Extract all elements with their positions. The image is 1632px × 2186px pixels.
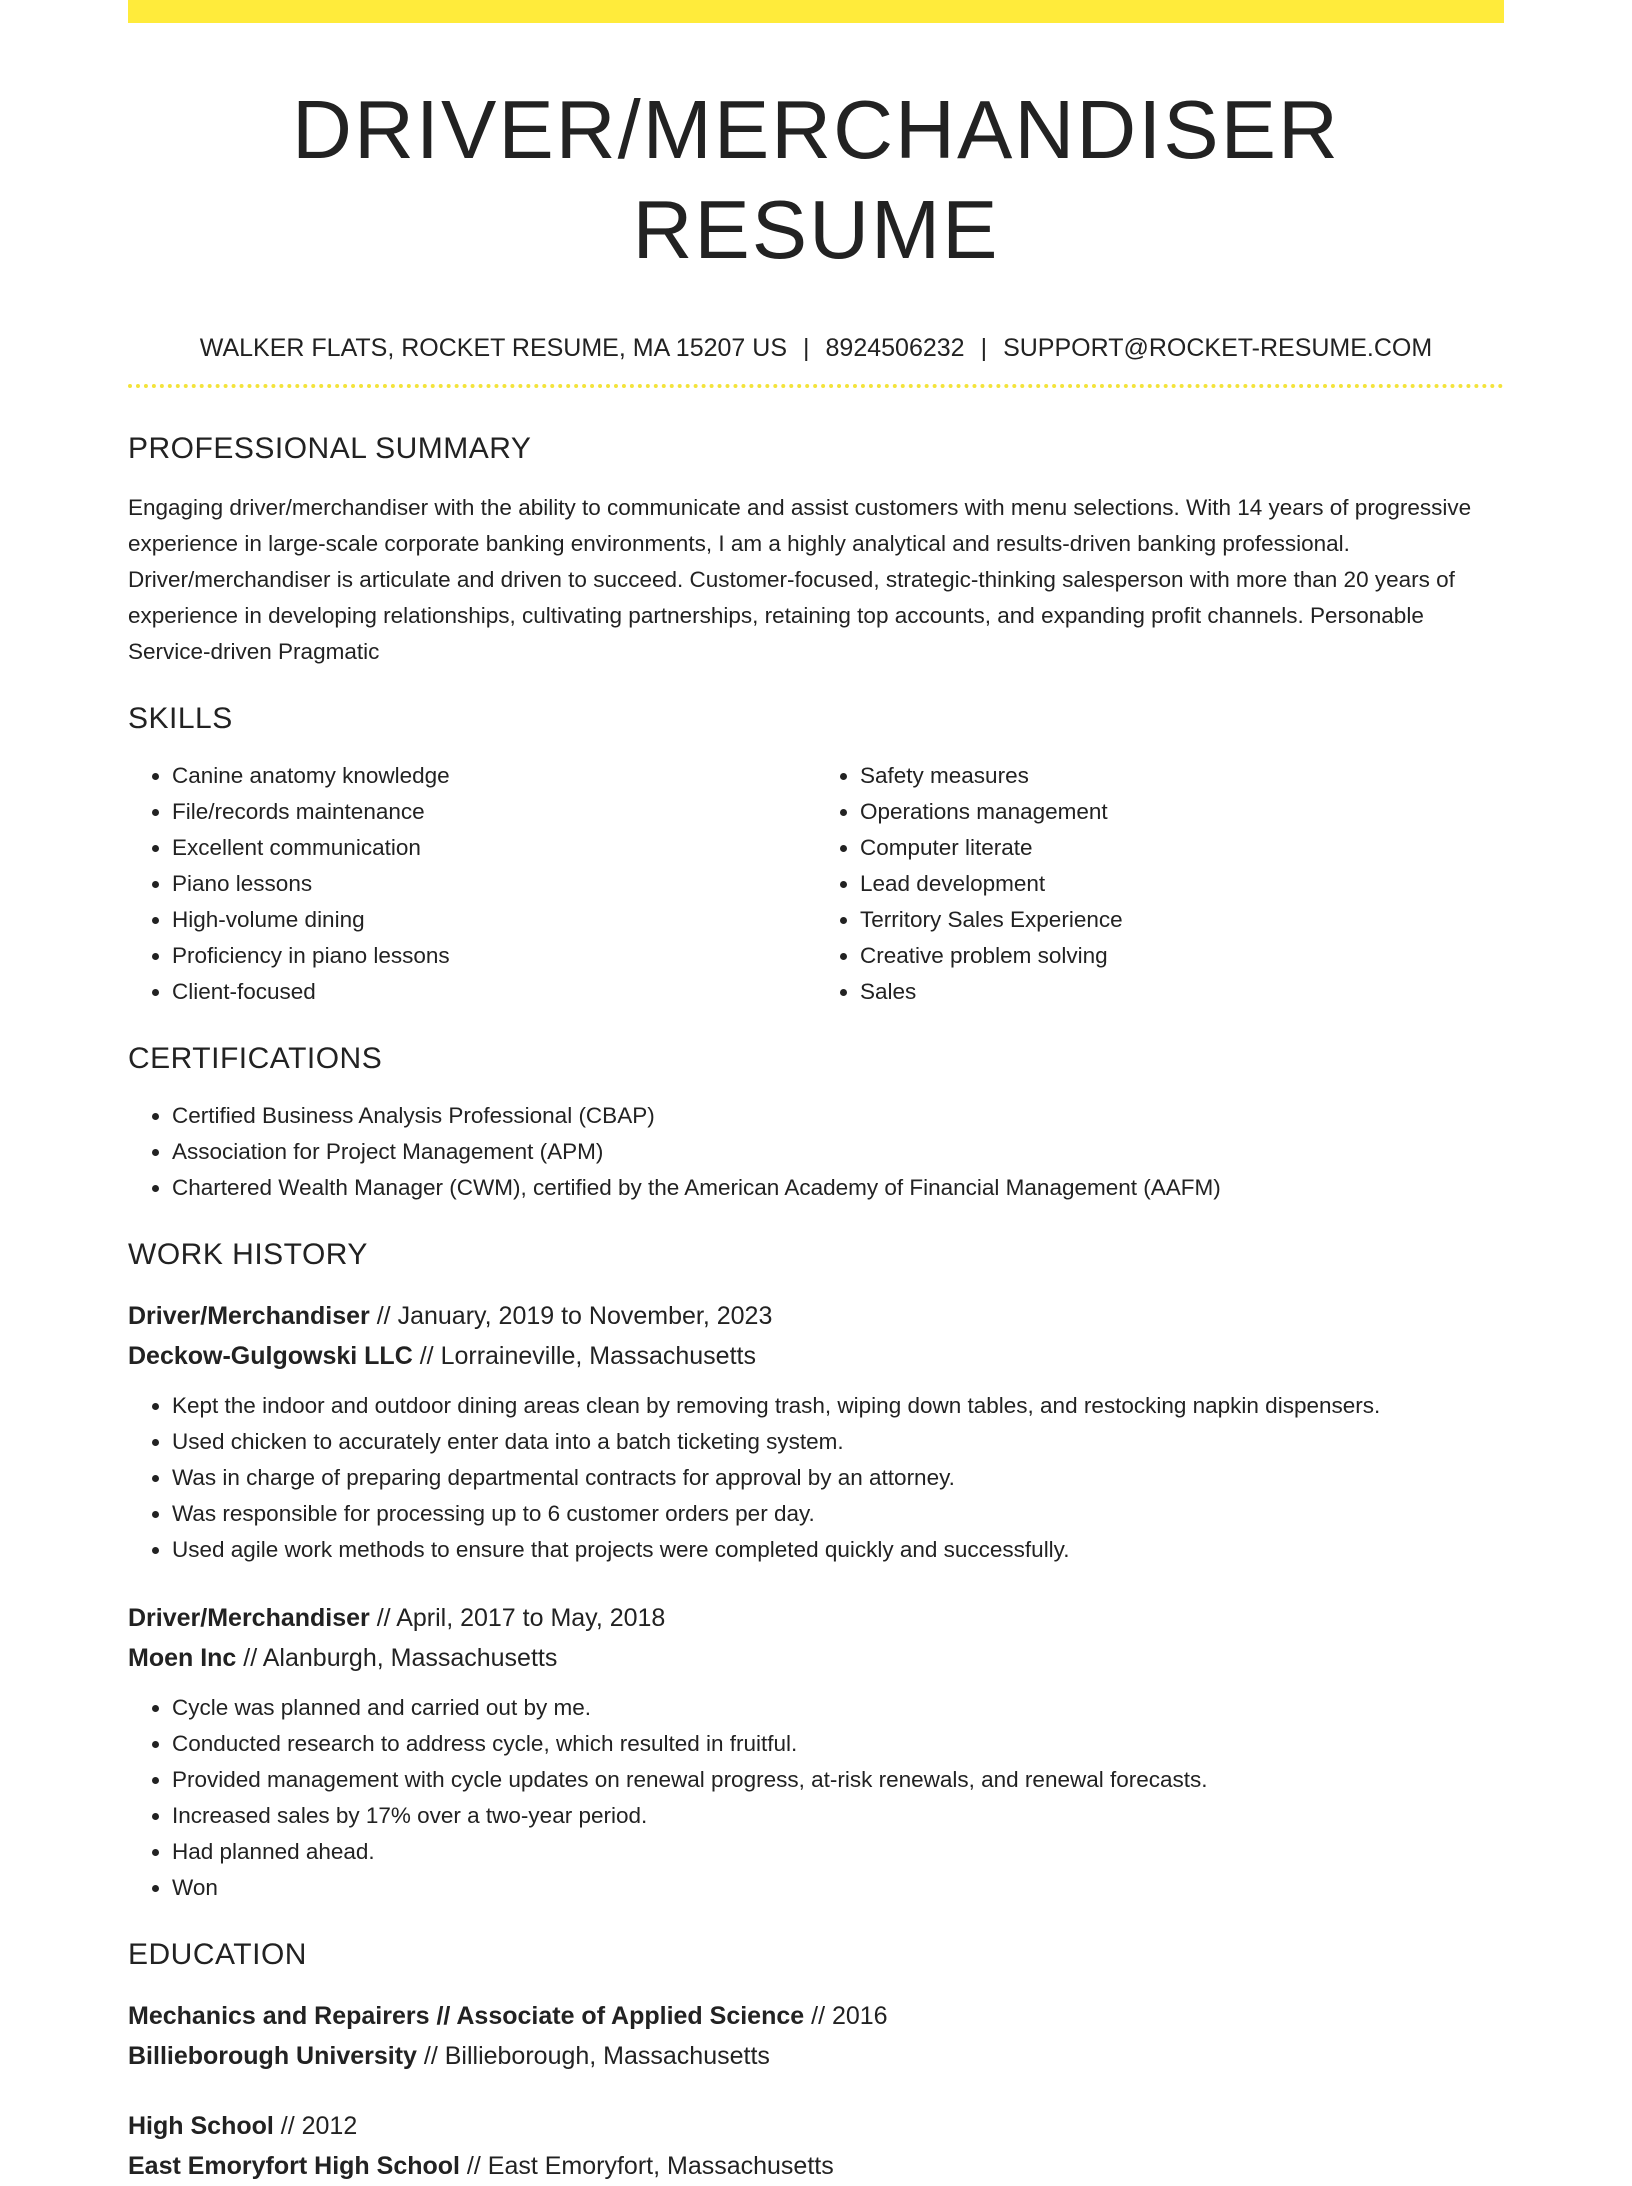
contact-separator: | (803, 334, 810, 362)
skill-item: • Client-focused (172, 974, 816, 1010)
skill-item: • Lead development (860, 866, 1504, 902)
job-bullet: • Provided management with cycle updates on renewal progress, at-risk renewals, and renewal forecasts. (172, 1762, 1504, 1798)
skill-item: • Safety measures (860, 758, 1504, 794)
certifications-heading: CERTIFICATIONS (128, 1042, 383, 1075)
education-year: 2016 (831, 2002, 888, 2030)
skill-item: • High-volume dining (172, 902, 816, 938)
skill-item: • Excellent communication (172, 830, 816, 866)
dotted-divider (128, 384, 1504, 388)
job-company-line (128, 1336, 1504, 1376)
education-degree: High School (128, 2112, 274, 2140)
job-bullet: • Cycle was planned and carried out by me. (172, 1690, 1504, 1726)
skills-list-left (128, 758, 816, 1010)
job-bullet: • Conducted research to address cycle, which resulted in fruitful. (172, 1726, 1504, 1762)
education-degree-line (128, 1996, 1504, 2036)
education-year: 2012 (301, 2112, 358, 2140)
work-history-heading: WORK HISTORY (128, 1238, 368, 1271)
contact-phone: 8924506232 (825, 334, 965, 362)
skills-columns (128, 758, 1504, 1010)
job-location: Alanburgh, Massachusetts (262, 1644, 558, 1672)
job-bullet: • Used chicken to accurately enter data into a batch ticketing system. (172, 1424, 1504, 1460)
resume-title: DRIVER/MERCHANDISER RESUME (292, 83, 1340, 276)
resume-content (128, 0, 1504, 2186)
skill-item: • Piano lessons (172, 866, 816, 902)
certifications-list (128, 1098, 1504, 1206)
job-bullet: • Won (172, 1870, 1504, 1906)
skill-item: • Operations management (860, 794, 1504, 830)
skill-item: • Territory Sales Experience (860, 902, 1504, 938)
skill-item: • Canine anatomy knowledge (172, 758, 816, 794)
contact-address: WALKER FLATS, ROCKET RESUME, MA 15207 US (199, 334, 788, 362)
job-separator: // (369, 1604, 397, 1632)
job-separator: // (369, 1302, 398, 1330)
job-separator: // (236, 1644, 263, 1672)
education-heading: EDUCATION (128, 1938, 307, 1971)
contact-line (128, 332, 1504, 364)
education-location: Billieborough, Massachusetts (444, 2042, 770, 2070)
education-school: Billieborough University (128, 2042, 417, 2070)
job-location: Lorraineville, Massachusetts (440, 1342, 756, 1370)
job-bullet: • Kept the indoor and outdoor dining areas clean by removing trash, wiping down tables, and restocking napkin dispensers. (172, 1388, 1504, 1424)
contact-separator: | (980, 334, 988, 362)
job-dates: April, 2017 to May, 2018 (396, 1604, 666, 1632)
job-bullet: • Was in charge of preparing departmental contracts for approval by an attorney. (172, 1460, 1504, 1496)
certification-item: • Chartered Wealth Manager (CWM), certified by the American Academy of Financial Management (AAFM) (172, 1170, 1504, 1206)
skill-item: • Proficiency in piano lessons (172, 938, 816, 974)
job-title-line (128, 1598, 1504, 1638)
certification-item: • Association for Project Management (APM) (172, 1134, 1504, 1170)
job-bullet: • Had planned ahead. (172, 1834, 1504, 1870)
summary-heading: PROFESSIONAL SUMMARY (128, 432, 532, 465)
job-dates: January, 2019 to November, 2023 (397, 1302, 773, 1330)
job-bullets (128, 1388, 1504, 1568)
education-separator: // (459, 2152, 488, 2180)
job-title-line (128, 1296, 1504, 1336)
job-company: Deckow-Gulgowski LLC (128, 1342, 413, 1370)
skill-item: • Sales (860, 974, 1504, 1010)
job-bullet: • Increased sales by 17% over a two-year period. (172, 1798, 1504, 1834)
job-title: Driver/Merchandiser (128, 1604, 370, 1632)
job-bullet: • Was responsible for processing up to 6 customer orders per day. (172, 1496, 1504, 1532)
skill-item: • File/records maintenance (172, 794, 816, 830)
skills-heading: SKILLS (128, 702, 233, 735)
skill-item: • Computer literate (860, 830, 1504, 866)
job-company-line (128, 1638, 1504, 1678)
education-degree-line (128, 2106, 1504, 2146)
education-degree: Mechanics and Repairers // Associate of Applied Science (128, 2002, 805, 2030)
job-title: Driver/Merchandiser (128, 1302, 370, 1330)
education-separator: // (416, 2042, 445, 2070)
skills-list-right (816, 758, 1504, 1010)
job-bullets (128, 1690, 1504, 1906)
certification-item: • Certified Business Analysis Professional (CBAP) (172, 1098, 1504, 1134)
education-separator: // (804, 2002, 832, 2030)
job-company: Moen Inc (128, 1644, 237, 1672)
education-location: East Emoryfort, Massachusetts (487, 2152, 834, 2180)
job-bullet: • Used agile work methods to ensure that projects were completed quickly and successfully. (172, 1532, 1504, 1568)
education-school-line (128, 2146, 1504, 2186)
skill-item: • Creative problem solving (860, 938, 1504, 974)
education-separator: // (273, 2112, 302, 2140)
education-school: East Emoryfort High School (128, 2152, 460, 2180)
education-school-line (128, 2036, 1504, 2076)
summary-text: Engaging driver/merchandiser with the ability to communicate and assist customers with menu selections. With 14 years of progressive experience in large-scale corporate banking environments, I am a highly analytical and results-driven banking professional. Driver/merchandiser is articulate and driven to succeed. Customer-focused, strategic-thinking salesperson with more than 20 years of experience in developing relationships, cultivating partnerships, retaining top accounts, and expanding profit channels. Personable Service-driven Pragmatic (128, 495, 1472, 664)
job-separator: // (412, 1342, 441, 1370)
contact-email: SUPPORT@ROCKET-RESUME.COM (1003, 334, 1433, 362)
